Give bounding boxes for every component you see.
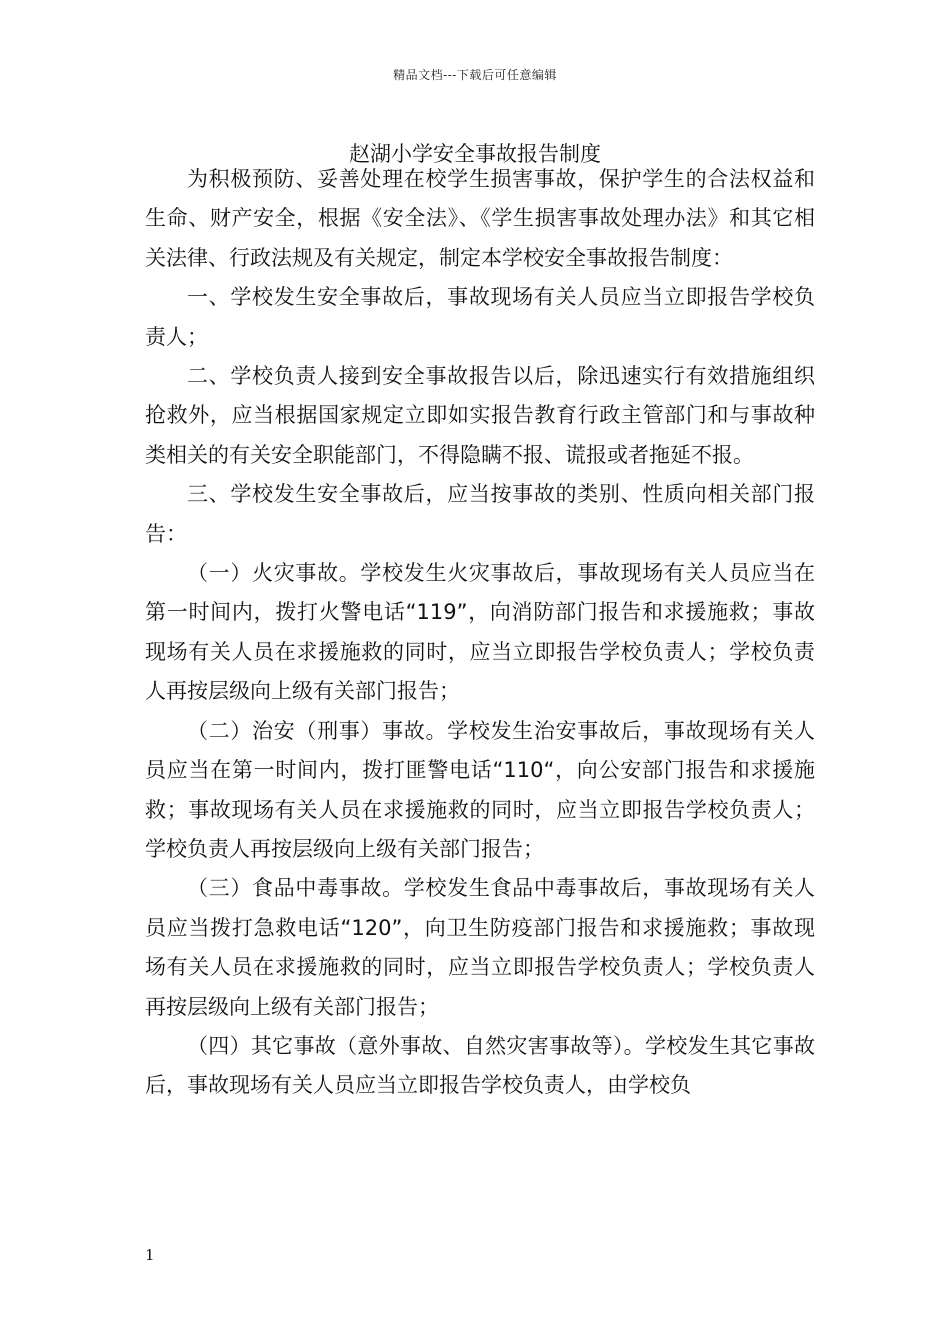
paragraph-fire-accident: （一）火灾事故。学校发生火灾事故后，事故现场有关人员应当在第一时间内，拨打火警电话“119”，向消防部门报告和求援施救；事故现场有关人员在求援施救的同时，应当立即报告学校负责人；学校负责人再按层级向上级有关部门报告； bbox=[145, 561, 815, 704]
page-number: 1 bbox=[145, 1246, 155, 1264]
document-body bbox=[145, 160, 815, 1106]
paragraph-item-3: 三、学校发生安全事故后，应当按事故的类别、性质向相关部门报告： bbox=[145, 482, 815, 546]
paragraph-intro: 为积极预防、妥善处理在校学生损害事故，保护学生的合法权益和生命、财产安全，根据《安全法》、《学生损害事故处理办法》和其它相关法律、行政法规及有关规定，制定本学校安全事故报告制度： bbox=[145, 167, 815, 270]
paragraph-food-poisoning: （三）食品中毒事故。学校发生食品中毒事故后，事故现场有关人员应当拨打急救电话“120”，向卫生防疫部门报告和求援施救；事故现场有关人员在求援施救的同时，应当立即报告学校负责人；学校负责人再按层级向上级有关部门报告； bbox=[145, 876, 815, 1019]
paragraph-security-accident: （二）治安（刑事）事故。学校发生治安事故后，事故现场有关人员应当在第一时间内，拨打匪警电话“110“，向公安部门报告和求援施救；事故现场有关人员在求援施救的同时，应当立即报告学校负责人；学校负责人再按层级向上级有关部门报告； bbox=[145, 718, 815, 861]
header-note: 精品文档---下载后可任意编辑 bbox=[393, 68, 557, 82]
paragraph-other-accident: （四）其它事故（意外事故、自然灾害事故等）。学校发生其它事故后，事故现场有关人员应当立即报告学校负责人，由学校负 bbox=[145, 1033, 815, 1098]
paragraph-item-2: 二、学校负责人接到安全事故报告以后，除迅速实行有效措施组织抢救外，应当根据国家规定立即如实报告教育行政主管部门和与事故种类相关的有关安全职能部门，不得隐瞒不报、谎报或者拖延不报。 bbox=[145, 364, 815, 467]
document-title: 赵湖小学安全事故报告制度 bbox=[349, 142, 601, 167]
paragraph-item-1: 一、学校发生安全事故后，事故现场有关人员应当立即报告学校负责人； bbox=[145, 285, 815, 349]
